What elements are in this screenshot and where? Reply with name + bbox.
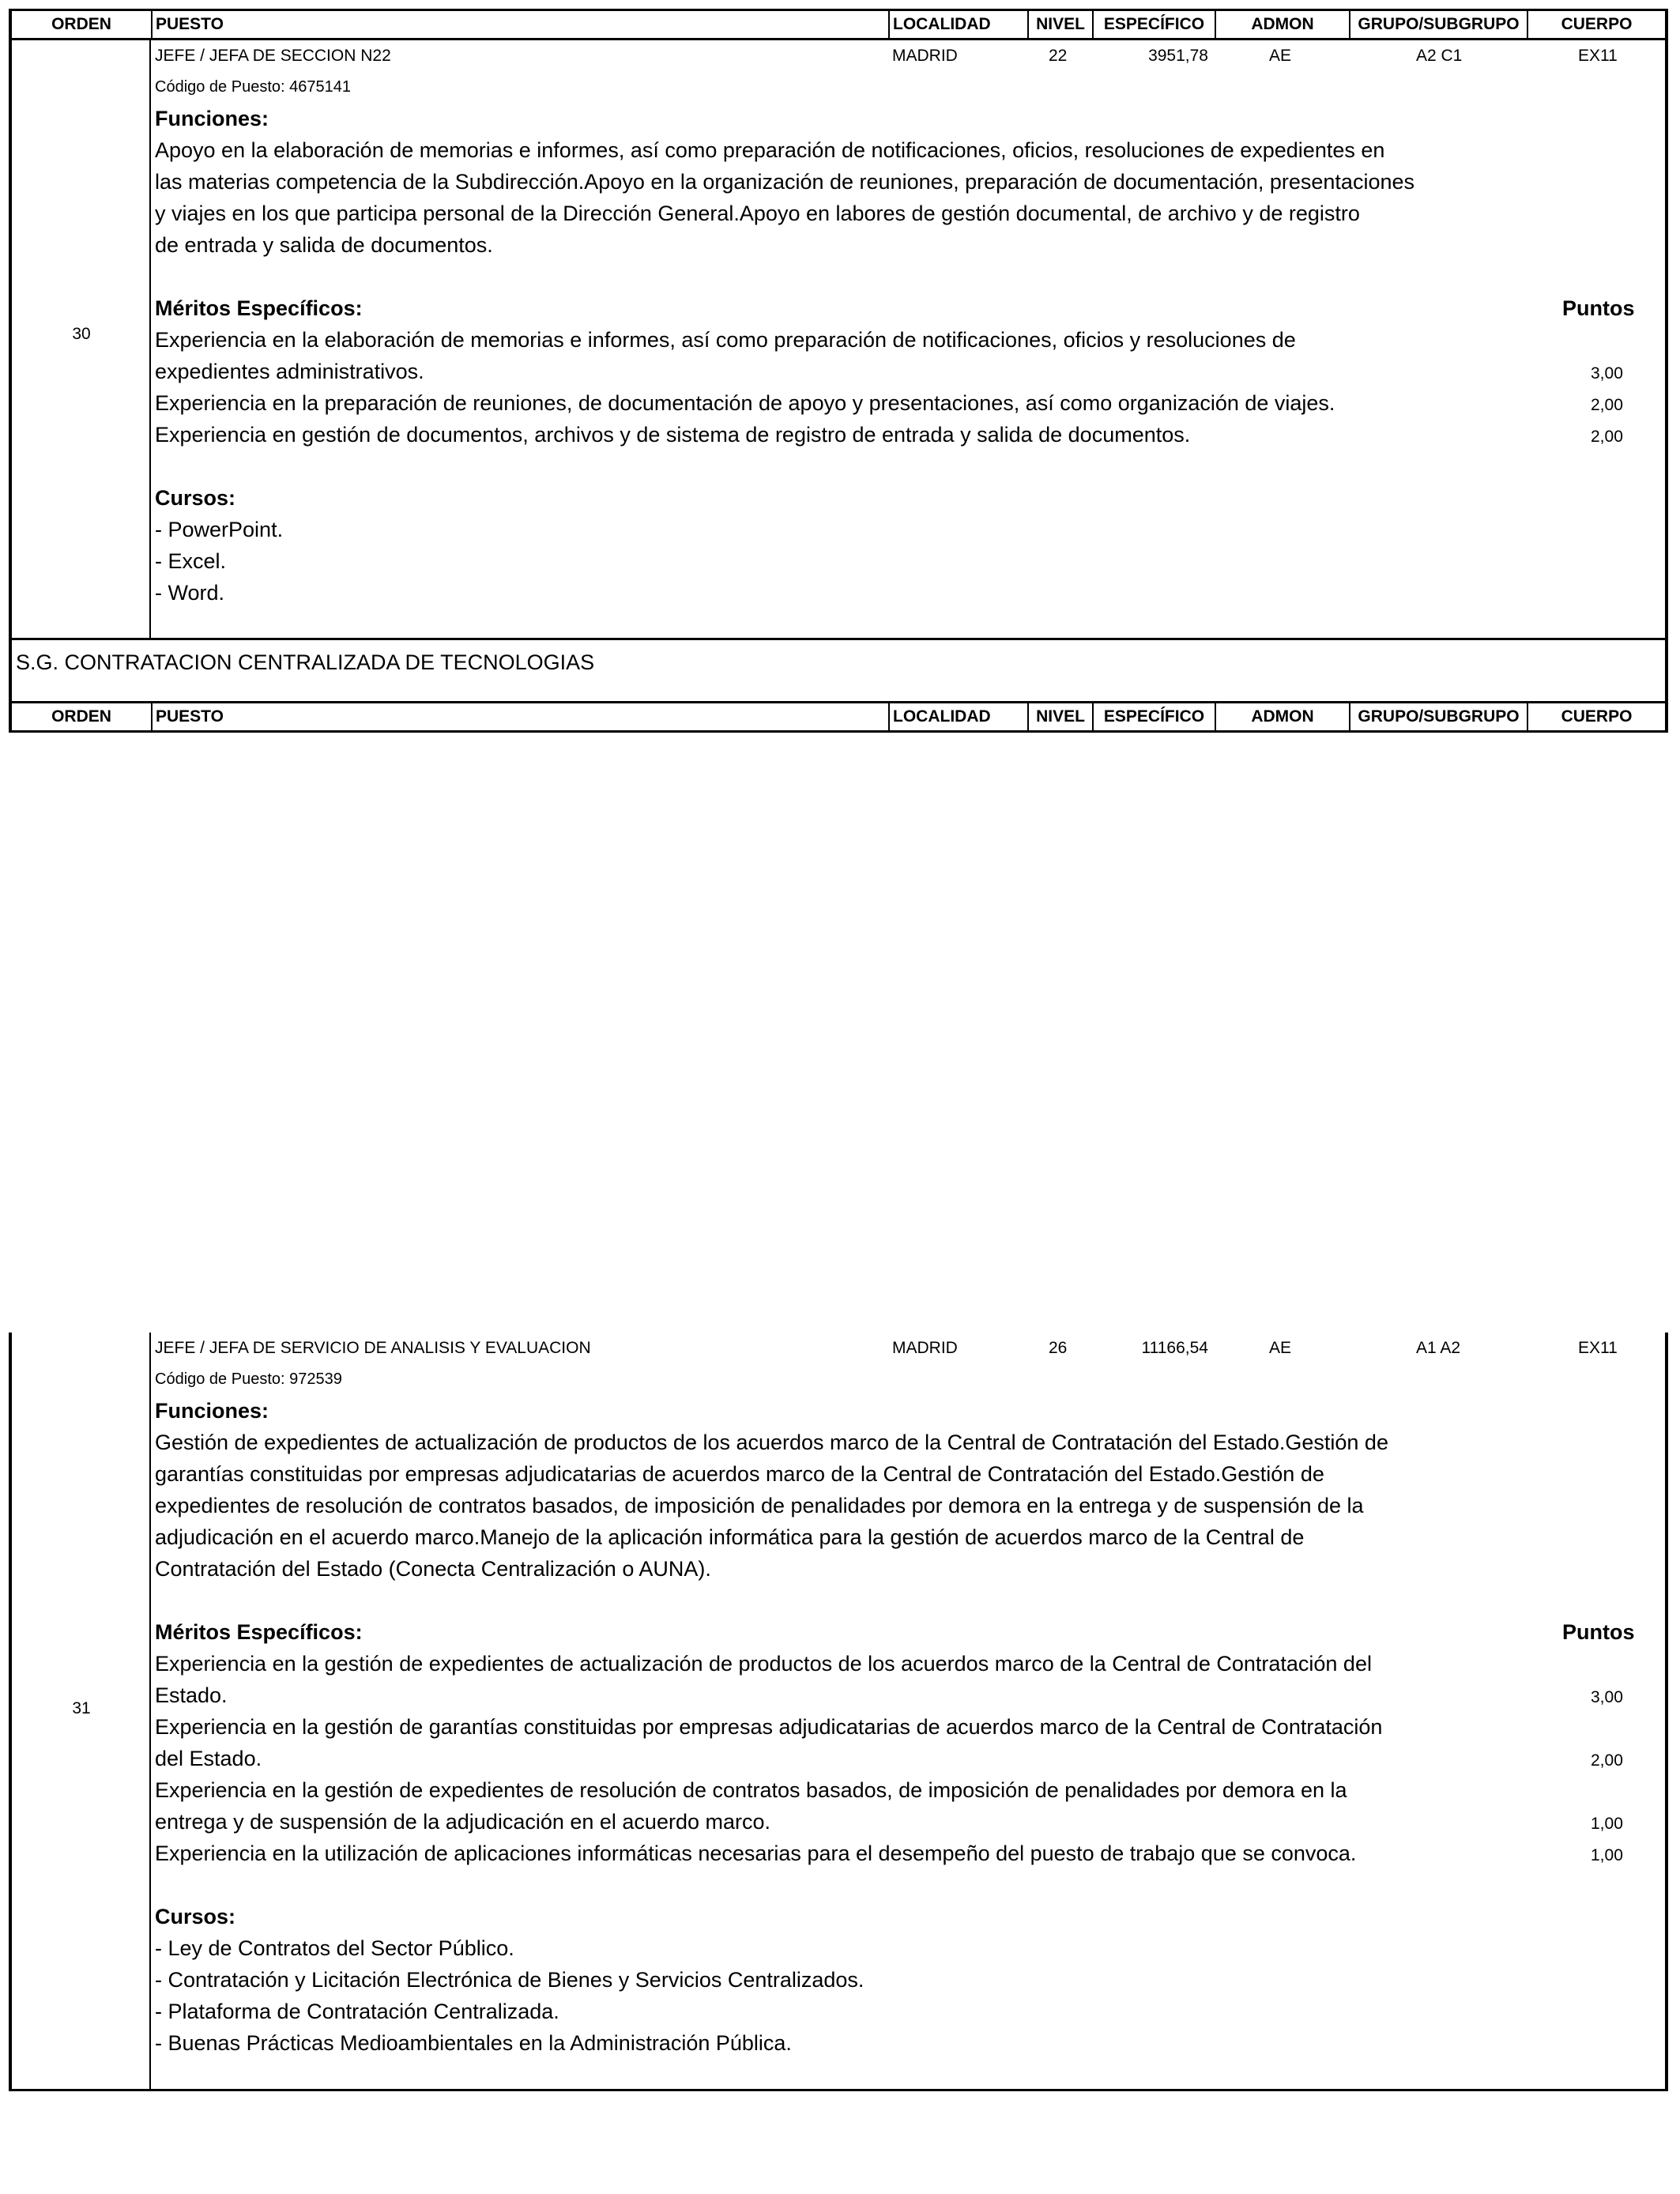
curso-item: - PowerPoint. — [155, 518, 284, 541]
curso-item: - Ley de Contratos del Sector Público. — [155, 1936, 514, 1960]
funciones-line: de entrada y salida de documentos. — [155, 233, 493, 257]
grupo: A1 A2 — [1416, 1339, 1461, 1357]
localidad: MADRID — [892, 47, 958, 65]
merito-line: Experiencia en la gestión de garantías constituidas por empresas adjudicatarias de acuerdos marco de la Central de Contratación — [155, 1715, 1383, 1739]
funciones-line: Gestión de expedientes de actualización de productos de los acuerdos marco de la Central de Contratación del Estado.Gestión de — [155, 1431, 1388, 1454]
header-admon: ADMON — [1215, 703, 1349, 730]
header-row — [12, 701, 1665, 733]
grupo: A2 C1 — [1416, 47, 1463, 65]
funciones-line: garantías constituidas por empresas adjudicatarias de acuerdos marco de la Central de Contratación del Estado.Gestión de — [155, 1462, 1324, 1486]
header-grupo: GRUPO/SUBGRUPO — [1349, 11, 1527, 38]
funciones-label: Funciones: — [155, 1399, 269, 1423]
curso-item: - Word. — [155, 581, 225, 605]
header-puesto: PUESTO — [151, 11, 888, 38]
puesto-title: JEFE / JEFA DE SECCION N22 — [155, 47, 391, 65]
nivel: 26 — [1049, 1339, 1068, 1357]
puntos-label: Puntos — [1562, 1620, 1635, 1644]
header-row — [12, 9, 1665, 40]
merito-puntos: 2,00 — [1591, 428, 1623, 446]
header-nivel: NIVEL — [1027, 11, 1092, 38]
admon: AE — [1269, 1339, 1292, 1357]
entry-30 — [9, 40, 1668, 640]
merito-line: Experiencia en la preparación de reuniones, de documentación de apoyo y presentaciones, así como organización de viajes. — [155, 391, 1335, 415]
merito-line: Experiencia en la utilización de aplicaciones informáticas necesarias para el desempeño del puesto de trabajo que se convoca. — [155, 1842, 1357, 1865]
merito-line: Estado. — [155, 1683, 228, 1707]
header-localidad: LOCALIDAD — [888, 11, 1027, 38]
section-heading — [9, 640, 1668, 703]
header-grupo: GRUPO/SUBGRUPO — [1349, 703, 1527, 730]
entry-31 — [9, 1333, 1668, 2091]
merito-line: Experiencia en la elaboración de memorias e informes, así como preparación de notificaciones, oficios y resoluciones de — [155, 328, 1296, 352]
funciones-line: y viajes en los que participa personal de la Dirección General.Apoyo en labores de gestión documental, de archivo y de registro — [155, 202, 1360, 225]
funciones-line: adjudicación en el acuerdo marco.Manejo de la aplicación informática para la gestión de acuerdos marco de la Central de — [155, 1525, 1305, 1549]
meritos-label: Méritos Específicos: — [155, 296, 363, 320]
codigo-puesto: Código de Puesto: 972539 — [155, 1370, 342, 1388]
header-especifico: ESPECÍFICO — [1092, 703, 1215, 730]
header-orden: ORDEN — [51, 15, 111, 33]
cuerpo: EX11 — [1578, 47, 1618, 65]
funciones-line: Contratación del Estado (Conecta Centralización o AUNA). — [155, 1557, 711, 1581]
cursos-label: Cursos: — [155, 1905, 236, 1928]
header-cuerpo: CUERPO — [1527, 703, 1665, 730]
meritos-label: Méritos Específicos: — [155, 1620, 363, 1644]
funciones-line: Apoyo en la elaboración de memorias e informes, así como preparación de notificaciones, oficios, resoluciones de expedientes en — [155, 138, 1385, 162]
merito-puntos: 3,00 — [1591, 364, 1623, 383]
funciones-line: las materias competencia de la Subdirección.Apoyo en la organización de reuniones, preparación de documentación, presentaciones — [155, 170, 1414, 194]
curso-item: - Excel. — [155, 549, 227, 573]
merito-line: expedientes administrativos. — [155, 360, 424, 383]
header-especifico: ESPECÍFICO — [1092, 11, 1215, 38]
merito-puntos: 2,00 — [1591, 1751, 1623, 1770]
puesto-title: JEFE / JEFA DE SERVICIO DE ANALISIS Y EVALUACION — [155, 1339, 591, 1357]
merito-line: Experiencia en la gestión de expedientes de resolución de contratos basados, de imposición de penalidades por demora en la — [155, 1778, 1347, 1802]
table-header-1 — [9, 9, 1668, 40]
header-localidad: LOCALIDAD — [888, 703, 1027, 730]
header-puesto: PUESTO — [151, 703, 888, 730]
merito-line: Experiencia en la gestión de expedientes de actualización de productos de los acuerdos marco de la Central de Contratación del — [155, 1652, 1372, 1676]
header-nivel: NIVEL — [1027, 703, 1092, 730]
section-title: S.G. CONTRATACION CENTRALIZADA DE TECNOLOGIAS — [16, 650, 595, 674]
especifico: 3951,78 — [1148, 47, 1208, 65]
table-header-2 — [9, 701, 1668, 733]
merito-line: Experiencia en gestión de documentos, archivos y de sistema de registro de entrada y salida de documentos. — [155, 423, 1191, 447]
curso-item: - Buenas Prácticas Medioambientales en la Administración Pública. — [155, 2031, 792, 2055]
orden-number: 30 — [72, 325, 91, 343]
localidad: MADRID — [892, 1339, 958, 1357]
merito-puntos: 1,00 — [1591, 1815, 1623, 1833]
merito-puntos: 2,00 — [1591, 396, 1623, 414]
curso-item: - Contratación y Licitación Electrónica de Bienes y Servicios Centralizados. — [155, 1968, 864, 1992]
puntos-label: Puntos — [1562, 296, 1635, 320]
orden-number: 31 — [72, 1699, 91, 1717]
cuerpo: EX11 — [1578, 1339, 1618, 1357]
especifico: 11166,54 — [1141, 1339, 1208, 1357]
funciones-line: expedientes de resolución de contratos basados, de imposición de penalidades por demora en la entrega y de suspensión de la — [155, 1494, 1364, 1517]
codigo-puesto: Código de Puesto: 4675141 — [155, 78, 351, 96]
merito-puntos: 3,00 — [1591, 1688, 1623, 1706]
curso-item: - Plataforma de Contratación Centralizada. — [155, 2000, 559, 2023]
header-admon: ADMON — [1215, 11, 1349, 38]
header-orden: ORDEN — [51, 707, 111, 726]
header-cuerpo: CUERPO — [1527, 11, 1665, 38]
cursos-label: Cursos: — [155, 486, 236, 510]
admon: AE — [1269, 47, 1292, 65]
merito-line: del Estado. — [155, 1747, 262, 1770]
merito-line: entrega y de suspensión de la adjudicación en el acuerdo marco. — [155, 1810, 771, 1834]
nivel: 22 — [1049, 47, 1068, 65]
funciones-label: Funciones: — [155, 107, 269, 130]
merito-puntos: 1,00 — [1591, 1846, 1623, 1864]
